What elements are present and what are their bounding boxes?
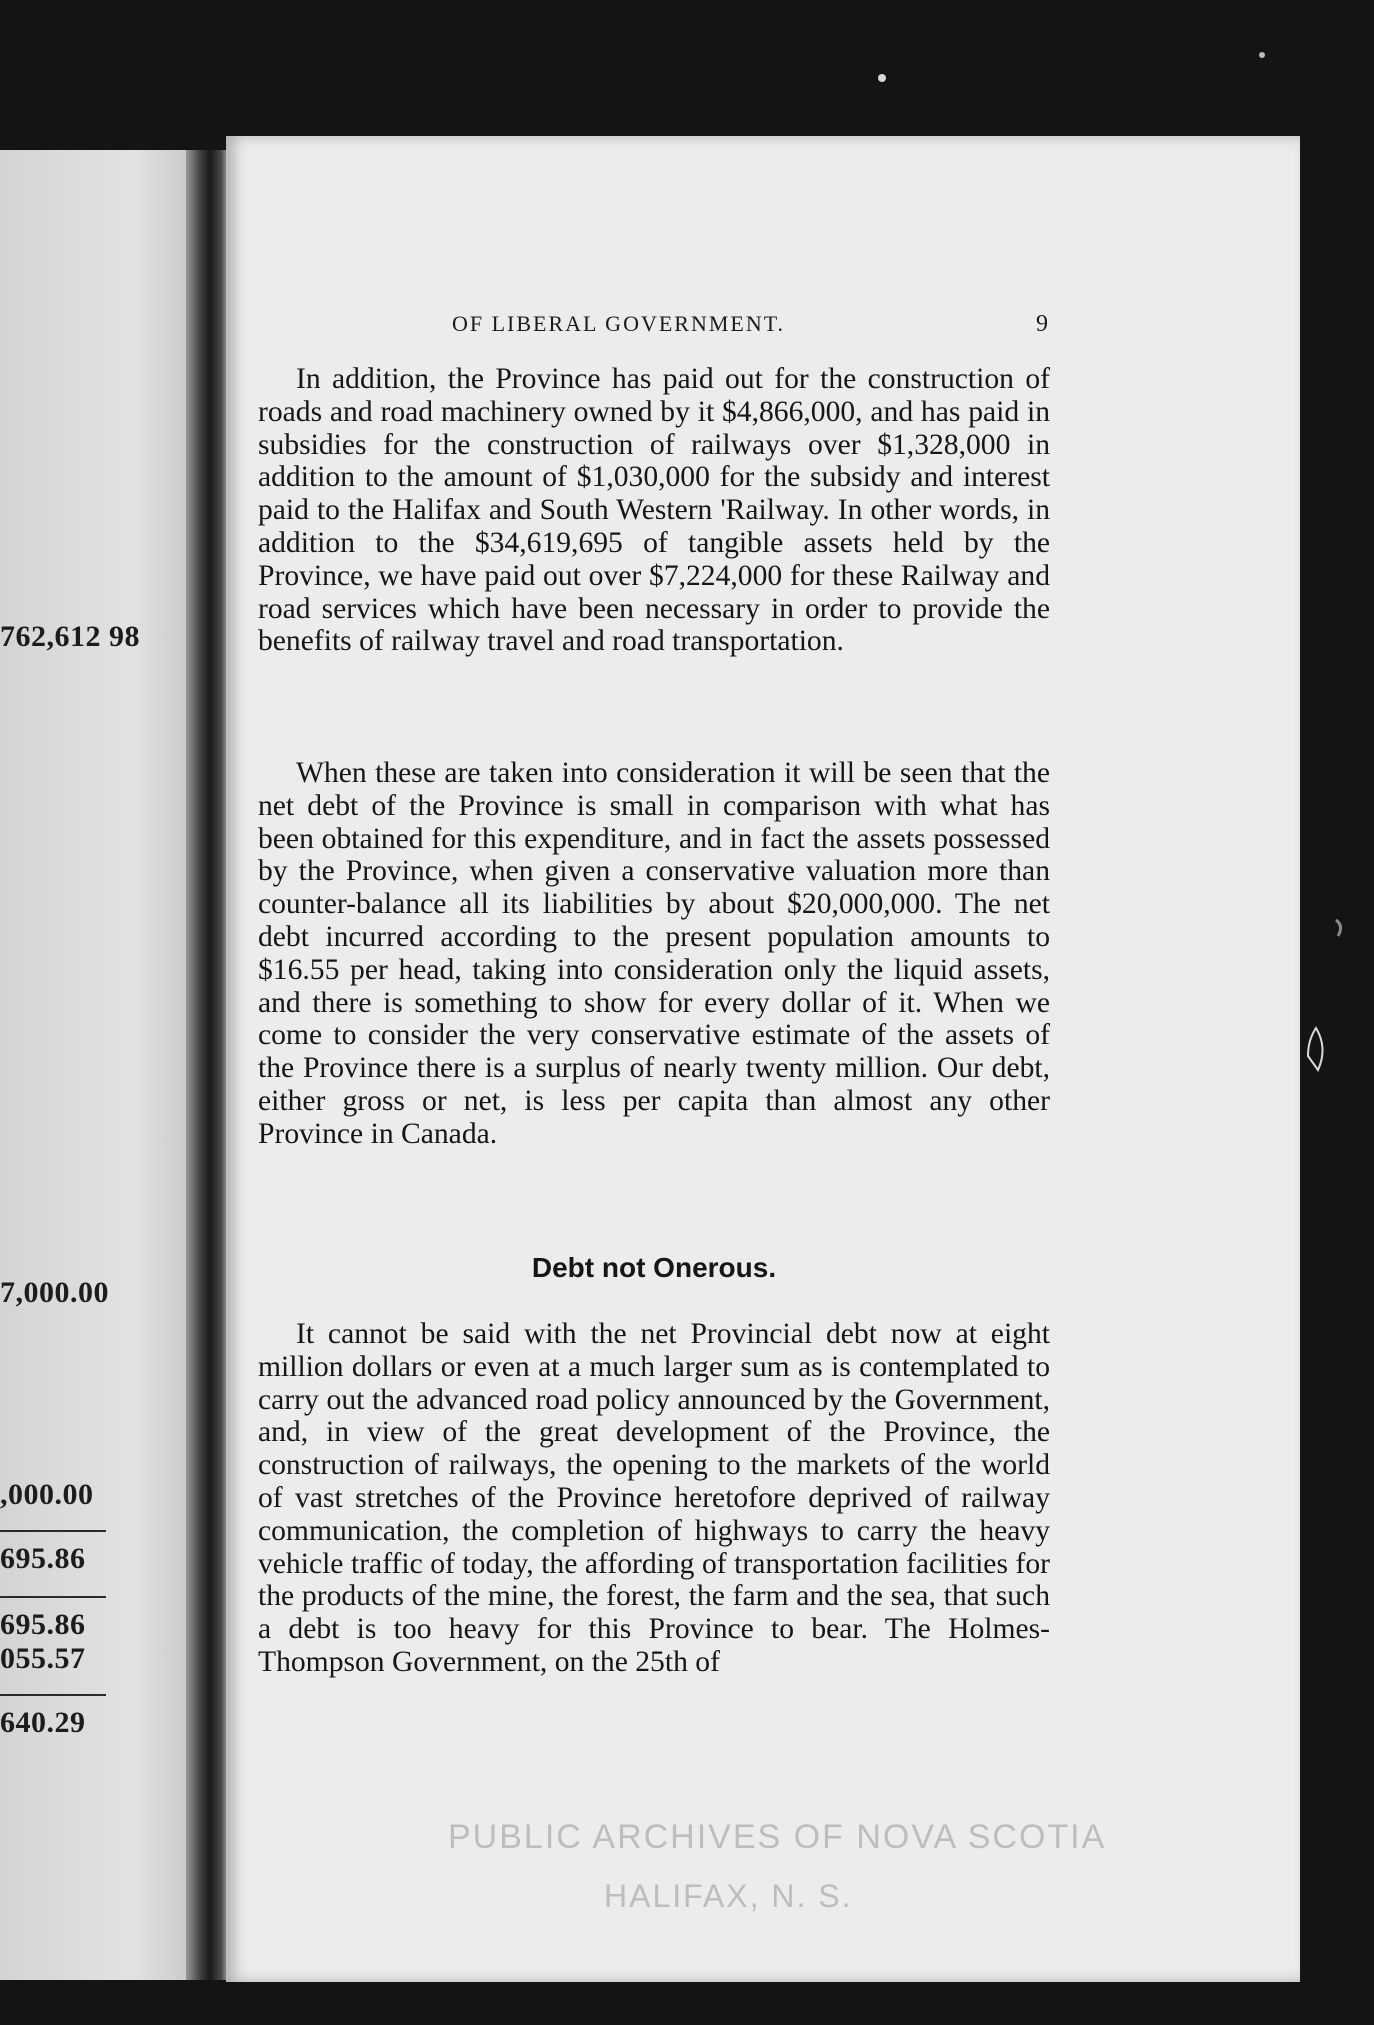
body-paragraph: When these are taken into consideration it will be seen that the net debt of the Province is small in comparison with what has been obtained for this expenditure, and in fact the assets possessed by the Province, when given a conservative valuation more than counter-balance all its liabilities by about $20,000,000. The net debt incurred according to the present population amounts to $16.55 per head, taking into consideration only the liquid assets, and there is something to show for every dollar of it. When we come to consider the very conservative estimate of the assets of the Province there is a surplus of nearly twenty million. Our debt, either gross or net, is less per capita than almost any other Province in Canada. bbox=[258, 757, 1050, 1150]
archive-stamp: HALIFAX, N. S. bbox=[604, 1878, 853, 1914]
page-number: 9 bbox=[1036, 311, 1048, 337]
archive-stamp: PUBLIC ARCHIVES OF NOVA SCOTIA bbox=[448, 1818, 1107, 1856]
left-page-figure: 7,000.00 bbox=[0, 1276, 109, 1309]
body-paragraph: It cannot be said with the net Provincial debt now at eight million dollars or even at a much larger sum as is contemplated to carry out the advanced road policy announced by the Government, and, in view of the great development of the Province, the construction of railways, the opening to the markets of the world of vast stretches of the Province heretofore deprived of railway communication, the completion of highways to carry the heavy vehicle traffic of today, the affording of transportation facilities for the products of the mine, the forest, the farm and the sea, that such a debt is too heavy for this Province to bear. The Holmes-Thompson Government, on the 25th of bbox=[258, 1318, 1050, 1678]
left-page-figure: ,000.00 bbox=[0, 1478, 94, 1511]
body-paragraph: In addition, the Province has paid out for the construction of roads and road machinery owned by it $4,866,000, and has paid in subsidies for the construction of railways over $1,328,000 in addition to the amount of $1,030,000 for the subsidy and interest paid to the Halifax and South Western 'Railway. In other words, in addition to the $34,619,695 of tangible assets held by the Province, we have paid out over $7,224,000 for these Railway and road services which have been necessary in order to provide the benefits of railway travel and road transportation. bbox=[258, 363, 1050, 658]
left-page-figure: 695.86 bbox=[0, 1542, 86, 1575]
left-page-figure: 640.29 bbox=[0, 1706, 86, 1739]
section-heading: Debt not Onerous. bbox=[531, 1252, 777, 1283]
left-page-figure: 762,612 98 bbox=[0, 620, 140, 653]
running-title: OF LIBERAL GOVERNMENT. bbox=[452, 311, 786, 336]
left-page-figure: 695.86 bbox=[0, 1608, 86, 1641]
left-page-figure: 055.57 bbox=[0, 1642, 86, 1675]
